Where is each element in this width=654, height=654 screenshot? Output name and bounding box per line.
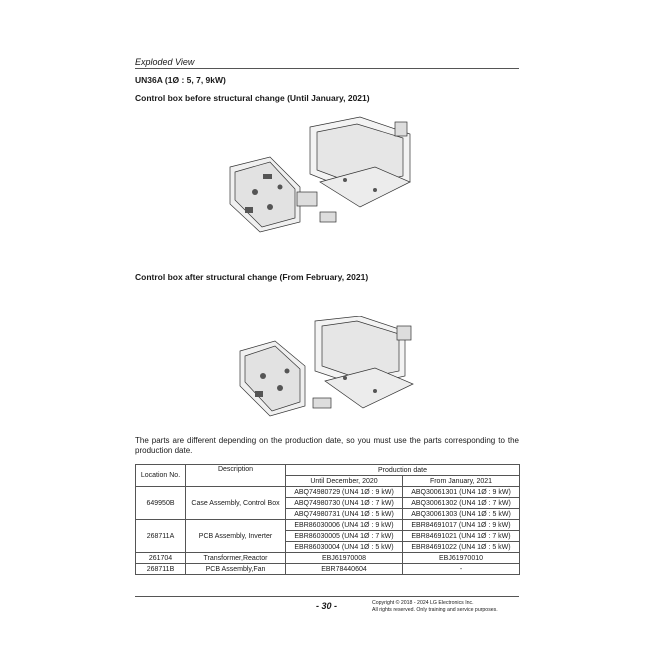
control-box-after-diagram	[235, 316, 420, 431]
copyright-line-1: Copyright © 2018 - 2024 LG Electronics Inc.	[372, 600, 474, 606]
table-row	[136, 564, 520, 575]
location-cell: 649950B	[136, 487, 186, 520]
from-cell: -	[403, 564, 520, 575]
description-cell: PCB Assembly, Inverter	[186, 520, 286, 553]
until-cell: EBR86030006 (UN4 1Ø : 9 kW)	[286, 520, 403, 531]
from-cell: EBR84691021 (UN4 1Ø : 7 kW)	[403, 531, 520, 542]
control-box-before-diagram	[225, 112, 425, 252]
parts-table	[135, 464, 520, 575]
from-cell: EBR84691022 (UN4 1Ø : 5 kW)	[403, 542, 520, 553]
page-number: - 30 -	[316, 601, 338, 611]
from-cell: EBJ61970010	[403, 553, 520, 564]
until-cell: ABQ74980731 (UN4 1Ø : 5 kW)	[286, 509, 403, 520]
header-until: Until December, 2020	[286, 476, 403, 487]
from-cell: ABQ30061303 (UN4 1Ø : 5 kW)	[403, 509, 520, 520]
header-description: Description	[186, 465, 286, 487]
copyright-line-2: All rights reserved. Only training and service purposes.	[372, 607, 498, 613]
from-cell: ABQ30061301 (UN4 1Ø : 9 kW)	[403, 487, 520, 498]
location-cell: 261704	[136, 553, 186, 564]
table-row	[136, 487, 520, 498]
header-production-date: Production date	[286, 465, 520, 476]
until-cell: ABQ74980730 (UN4 1Ø : 7 kW)	[286, 498, 403, 509]
production-date-note: The parts are different depending on the production date, so you must use the parts corresponding to the production date.	[135, 436, 519, 455]
description-cell: PCB Assembly,Fan	[186, 564, 286, 575]
header-from: From January, 2021	[403, 476, 520, 487]
location-cell: 268711B	[136, 564, 186, 575]
from-cell: EBR84691017 (UN4 1Ø : 9 kW)	[403, 520, 520, 531]
until-cell: EBR86030004 (UN4 1Ø : 5 kW)	[286, 542, 403, 553]
from-cell: ABQ30061302 (UN4 1Ø : 7 kW)	[403, 498, 520, 509]
header-divider	[135, 68, 519, 69]
until-cell: ABQ74980729 (UN4 1Ø : 9 kW)	[286, 487, 403, 498]
model-title: UN36A (1Ø : 5, 7, 9kW)	[135, 75, 226, 85]
header-location: Location No.	[136, 465, 186, 487]
until-cell: EBJ61970008	[286, 553, 403, 564]
section-header: Exploded View	[135, 57, 195, 67]
table-row	[136, 553, 520, 564]
diagram-after-title: Control box after structural change (From February, 2021)	[135, 272, 369, 282]
table-row	[136, 520, 520, 531]
until-cell: EBR86030005 (UN4 1Ø : 7 kW)	[286, 531, 403, 542]
diagram-before-title: Control box before structural change (Until January, 2021)	[135, 93, 370, 103]
description-cell: Transformer,Reactor	[186, 553, 286, 564]
until-cell: EBR78440604	[286, 564, 403, 575]
footer-divider	[135, 596, 519, 597]
description-cell: Case Assembly, Control Box	[186, 487, 286, 520]
location-cell: 268711A	[136, 520, 186, 553]
